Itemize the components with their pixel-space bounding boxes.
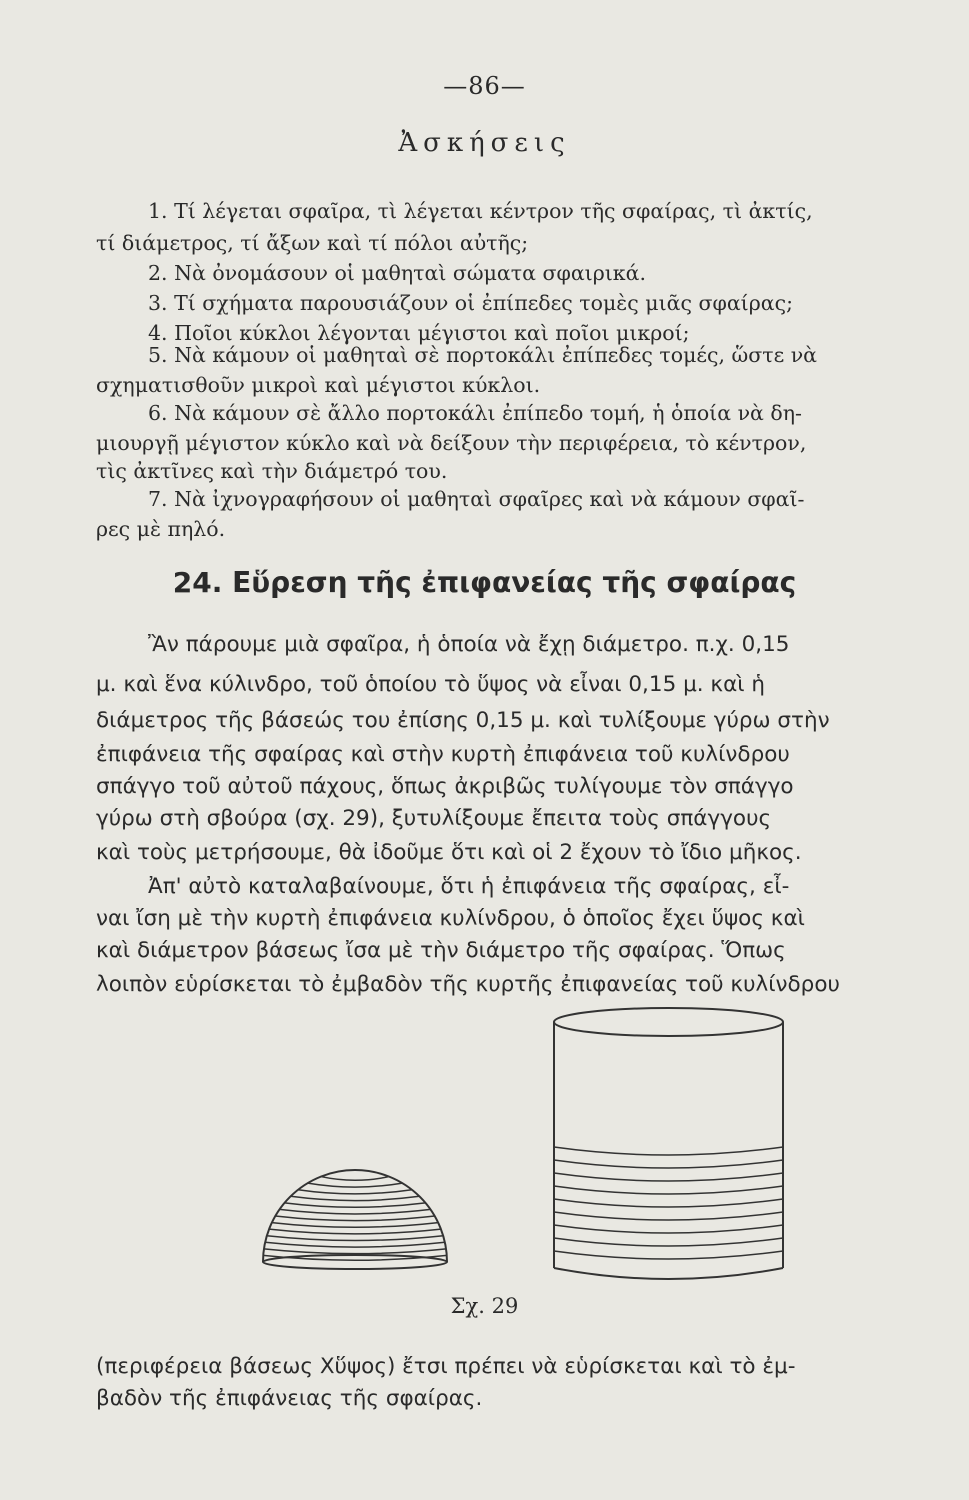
body-line: ναι ἴση μὲ τὴν κυρτὴ ἐπιφάνεια κυλίνδρου, ὁ ὁποῖος ἔχει ὕψος καὶ bbox=[96, 906, 805, 931]
string-ring bbox=[298, 1190, 412, 1194]
body-line: διάμετρος τῆς βάσεώς του ἐπίσης 0,15 μ. καὶ τυλίξουμε γύρω στὴν bbox=[96, 708, 830, 733]
body-line: Ἂν πάρουμε μιὰ σφαῖρα, ἡ ὁποία νὰ ἔχῃ διάμετρο. π.χ. 0,15 bbox=[148, 632, 790, 657]
body-line: καὶ τοὺς μετρήσουμε, θὰ ἰδοῦμε ὅτι καὶ οἱ 2 ἔχουν τὸ ἴδιο μῆκος. bbox=[96, 840, 802, 865]
string-ring bbox=[291, 1196, 420, 1200]
cylinder-drawing bbox=[554, 1008, 783, 1279]
exercises-title: Ἀσκήσεις bbox=[398, 128, 571, 158]
string-ring bbox=[269, 1229, 441, 1234]
exercise-line: 4. Ποῖοι κύκλοι λέγονται μέγιστοι καὶ ποῖοι μικροί; bbox=[148, 321, 690, 345]
exercise-line: τί διάμετρος, τί ἄξων καὶ τί πόλοι αὐτῆς; bbox=[96, 231, 529, 255]
body-line: γύρω στὴ σβούρα (σχ. 29), ξυτυλίξουμε ἔπειτα τοὺς σπάγγους bbox=[96, 806, 772, 831]
section-heading: 24. Εὕρεση τῆς ἐπιφανείας τῆς σφαίρας bbox=[172, 566, 797, 599]
body-line: μ. καὶ ἕνα κύλινδρο, τοῦ ὁποίου τὸ ὕψος νὰ εἶναι 0,15 μ. καὶ ἡ bbox=[96, 672, 766, 697]
exercise-line: 7. Νὰ ἰχνογραφήσουν οἱ μαθηταὶ σφαῖρες καὶ νὰ κάμουν σφαῖ- bbox=[148, 487, 805, 511]
exercise-line: 6. Νὰ κάμουν σὲ ἄλλο πορτοκάλι ἐπίπεδο τομή, ἡ ὁποία νὰ δη- bbox=[148, 401, 802, 425]
body-line: σπάγγο τοῦ αὐτοῦ πάχους, ὅπως ἀκριβῶς τυλίγουμε τὸν σπάγγο bbox=[96, 774, 794, 799]
page-number: —86— bbox=[443, 72, 526, 100]
string-ring bbox=[264, 1249, 446, 1254]
wound-string bbox=[554, 1212, 783, 1220]
wound-string bbox=[554, 1225, 783, 1233]
hemisphere-outline bbox=[263, 1170, 447, 1262]
body-line: βαδὸν τῆς ἐπιφάνειας τῆς σφαίρας. bbox=[96, 1386, 483, 1411]
wound-string bbox=[554, 1160, 783, 1168]
body-line: (περιφέρεια βάσεως Χὕψος) ἔτσι πρέπει νὰ εὑρίσκεται καὶ τὸ ἐμ- bbox=[96, 1354, 796, 1379]
string-ring bbox=[321, 1177, 389, 1181]
body-line: Ἀπ' αὐτὸ καταλαβαίνουμε, ὅτι ἡ ἐπιφάνεια τῆς σφαίρας, εἶ- bbox=[148, 874, 790, 899]
string-ring bbox=[280, 1209, 431, 1214]
cylinder-bottom bbox=[554, 1268, 783, 1279]
exercise-line: τὶς ἀκτῖνες καὶ τὴν διάμετρό του. bbox=[96, 459, 448, 483]
hemisphere-drawing bbox=[263, 1170, 447, 1269]
body-line: καὶ διάμετρον βάσεως ἴσα μὲ τὴν διάμετρο τῆς σφαίρας. Ὅπως bbox=[96, 938, 786, 963]
string-ring bbox=[265, 1242, 445, 1247]
hemisphere-base bbox=[263, 1255, 447, 1269]
string-ring bbox=[272, 1223, 438, 1228]
wound-string bbox=[554, 1199, 783, 1207]
wound-string bbox=[554, 1186, 783, 1194]
body-line: λοιπὸν εὑρίσκεται τὸ ἐμβαδὸν τῆς κυρτῆς ἐπιφανείας τοῦ κυλίνδρου bbox=[96, 972, 840, 997]
exercise-line: 3. Τί σχήματα παρουσιάζουν οἱ ἐπίπεδες τομὲς μιᾶς σφαίρας; bbox=[148, 291, 793, 315]
exercise-line: 2. Νὰ ὀνομάσουν οἱ μαθηταὶ σώματα σφαιρικά. bbox=[148, 261, 646, 285]
string-ring bbox=[285, 1203, 426, 1207]
exercise-line: μιουργῇ μέγιστον κύκλο καὶ νὰ δείξουν τὴν περιφέρεια, τὸ κέντρον, bbox=[96, 431, 807, 455]
exercise-line: 5. Νὰ κάμουν οἱ μαθηταὶ σὲ πορτοκάλι ἐπίπεδες τομές, ὥστε νὰ bbox=[148, 343, 818, 367]
wound-string bbox=[554, 1173, 783, 1181]
wound-string bbox=[554, 1238, 783, 1246]
cylinder-top bbox=[554, 1008, 783, 1036]
body-line: ἐπιφάνεια τῆς σφαίρας καὶ στὴν κυρτὴ ἐπιφάνεια τοῦ κυλίνδρου bbox=[96, 742, 790, 767]
exercise-line: ρες μὲ πηλό. bbox=[96, 517, 226, 541]
figure-caption: Σχ. 29 bbox=[450, 1294, 519, 1318]
string-ring bbox=[267, 1236, 443, 1241]
string-ring bbox=[275, 1216, 434, 1221]
exercise-line: 1. Τί λέγεται σφαῖρα, τὶ λέγεται κέντρον τῆς σφαίρας, τὶ ἀκτίς, bbox=[148, 199, 813, 223]
wound-string bbox=[554, 1147, 783, 1155]
wound-string bbox=[554, 1251, 783, 1259]
exercise-line: σχηματισθοῦν μικροὶ καὶ μέγιστοι κύκλοι. bbox=[96, 373, 541, 397]
string-ring bbox=[308, 1183, 403, 1187]
